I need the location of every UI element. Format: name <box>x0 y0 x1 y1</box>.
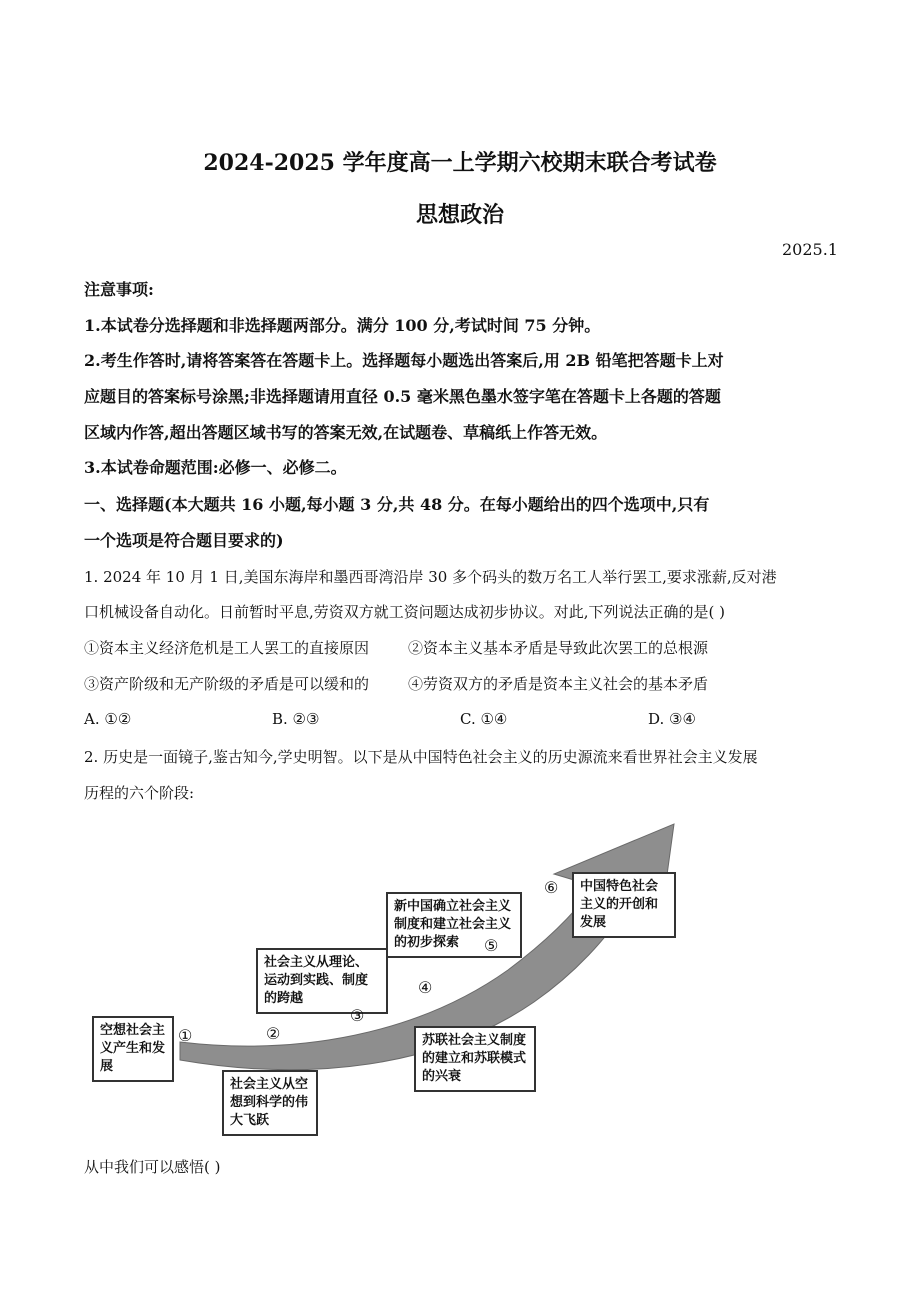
stage-6-box: 中国特色社会主义的开创和发展 <box>572 872 676 938</box>
section-heading-line-1: 一、选择题(本大题共 16 小题,每小题 3 分,共 48 分。在每小题给出的四个选项中,只有 <box>84 495 710 514</box>
option-d: D. ③④ <box>648 710 696 728</box>
section-heading-line-2: 一个选项是符合题目要求的) <box>84 531 284 550</box>
stage-marker-3: ③ <box>350 1006 365 1025</box>
question-1-line-1: 1. 2024 年 10 月 1 日,美国东海岸和墨西哥湾沿岸 30 多个码头的数万名工人举行罢工,要求涨薪,反对港 <box>84 568 777 586</box>
history-stages-diagram <box>88 820 828 1150</box>
question-2-prompt: 从中我们可以感悟( ) <box>84 1158 221 1176</box>
question-1-statement-2: ②资本主义基本矛盾是导致此次罢工的总根源 <box>408 639 709 657</box>
notice-item-1: 1.本试卷分选择题和非选择题两部分。满分 100 分,考试时间 75 分钟。 <box>84 316 601 335</box>
question-1-line-2: 口机械设备自动化。日前暂时平息,劳资双方就工资问题达成初步协议。对此,下列说法正确的是( ) <box>84 603 726 621</box>
stage-2-box: 社会主义从空想到科学的伟大飞跃 <box>222 1070 318 1136</box>
rising-arrow <box>88 820 828 1150</box>
stage-marker-6: ⑥ <box>544 878 559 897</box>
stage-marker-4: ④ <box>418 978 433 997</box>
exam-date: 2025.1 <box>782 240 838 259</box>
option-b: B. ②③ <box>272 710 320 728</box>
option-c: C. ①④ <box>460 710 508 728</box>
option-a: A. ①② <box>84 710 132 728</box>
question-1-statement-4: ④劳资双方的矛盾是资本主义社会的基本矛盾 <box>408 675 709 693</box>
question-1-statement-3: ③资产阶级和无产阶级的矛盾是可以缓和的 <box>84 675 370 693</box>
stage-marker-2: ② <box>266 1024 281 1043</box>
question-1-statement-1: ①资本主义经济危机是工人罢工的直接原因 <box>84 639 370 657</box>
question-2-line-2: 历程的六个阶段: <box>84 784 195 802</box>
stage-marker-5: ⑤ <box>484 936 499 955</box>
notice-item-3: 3.本试卷命题范围:必修一、必修二。 <box>84 458 347 477</box>
stage-1-box: 空想社会主义产生和发展 <box>92 1016 174 1082</box>
notice-item-2-line-1: 2.考生作答时,请将答案答在答题卡上。选择题每小题选出答案后,用 2B 铅笔把答题卡上对 <box>84 351 724 370</box>
notice-item-2-line-2: 应题目的答案标号涂黑;非选择题请用直径 0.5 毫米黑色墨水签字笔在答题卡上各题的答题 <box>84 387 721 406</box>
subject-title: 思想政治 <box>415 202 504 228</box>
notice-heading: 注意事项: <box>84 280 154 299</box>
stage-3-box: 社会主义从理论、运动到实践、制度的跨越 <box>256 948 388 1014</box>
question-2-line-1: 2. 历史是一面镜子,鉴古知今,学史明智。以下是从中国特色社会主义的历史源流来看世界社会主义发展 <box>84 748 758 766</box>
stage-marker-1: ① <box>178 1026 193 1045</box>
notice-item-2-line-3: 区域内作答,超出答题区域书写的答案无效,在试题卷、草稿纸上作答无效。 <box>84 423 608 442</box>
stage-4-box: 苏联社会主义制度的建立和苏联模式的兴衰 <box>414 1026 536 1092</box>
exam-title: 2024-2025 学年度高一上学期六校期末联合考试卷 <box>203 150 717 176</box>
stage-5-box: 新中国确立社会主义制度和建立社会主义的初步探索 <box>386 892 522 958</box>
